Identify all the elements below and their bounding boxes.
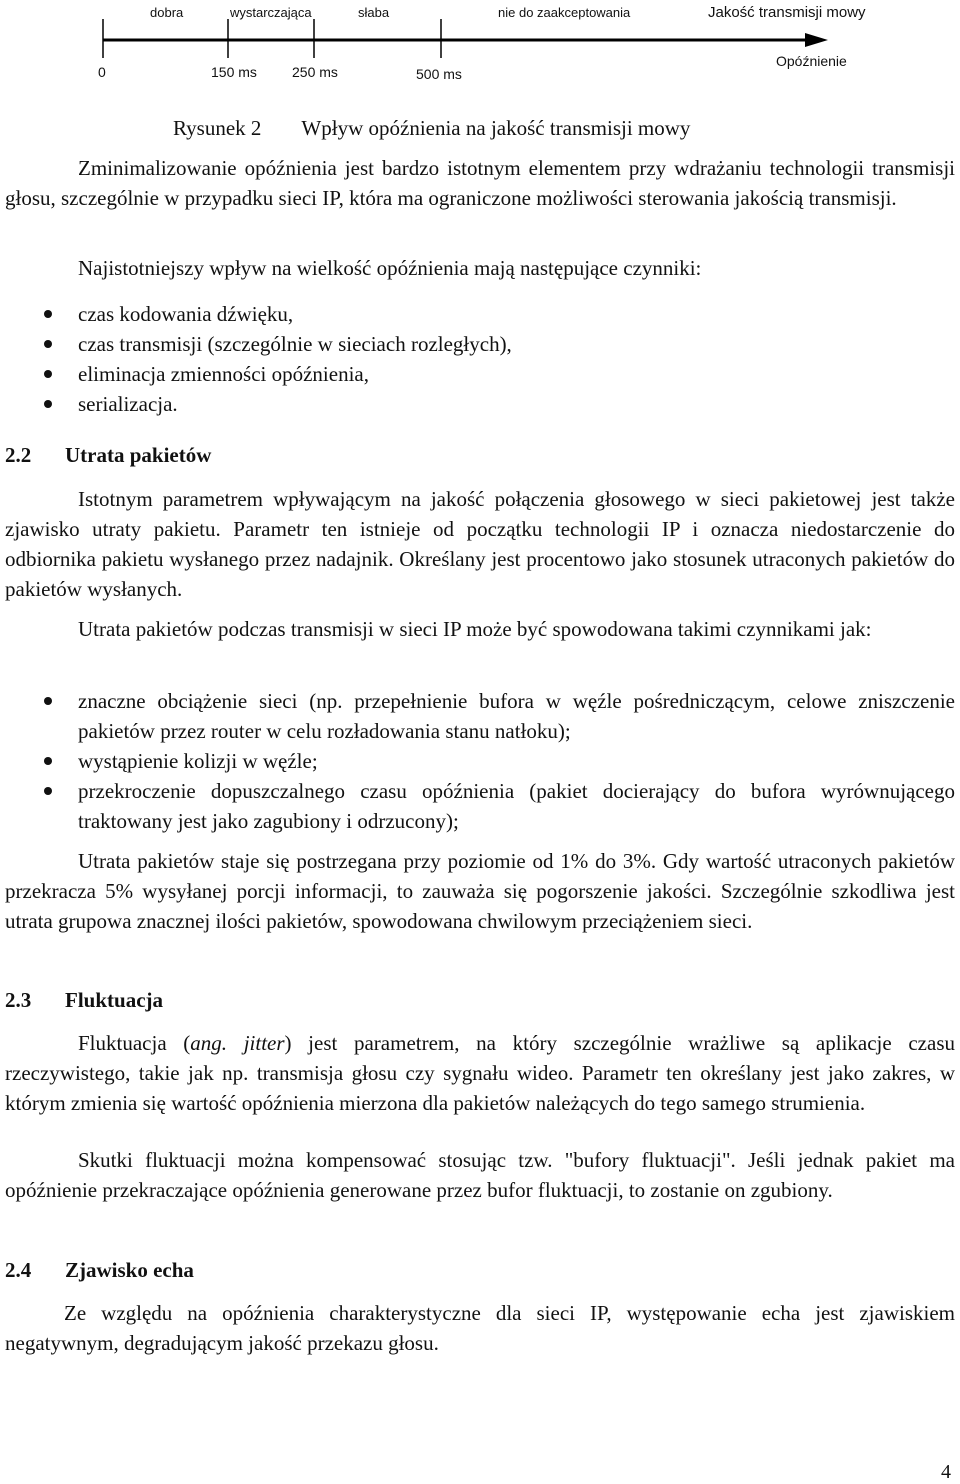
tick-label-150: 150 ms: [211, 64, 257, 80]
list-item: eliminacja zmienności opóźnienia,: [0, 359, 955, 389]
section-number: 2.2: [5, 443, 32, 467]
paragraph-delay-factors: Najistotniejszy wpływ na wielkość opóźnienia mają następujące czynniki:: [78, 256, 702, 280]
list-item: czas kodowania dźwięku,: [0, 299, 955, 329]
section-title: Zjawisko echa: [65, 1258, 194, 1282]
bullet-icon: [44, 757, 52, 765]
section-title: Fluktuacja: [65, 988, 164, 1012]
quality-label-unacceptable: nie do zaakceptowania: [498, 5, 631, 20]
figure-caption: [173, 116, 690, 141]
list-item: serializacja.: [0, 389, 955, 419]
caption-label: Rysunek 2: [173, 116, 262, 140]
section-number: 2.4: [5, 1258, 32, 1282]
list-item: przekroczenie dopuszczalnego czasu opóźnienia (pakiet docierający do bufora wyrównującego traktowany jest jako zagubiony i odrzucony);: [0, 776, 955, 836]
section-heading-2-4: [5, 1258, 194, 1283]
list-item: wystąpienie kolizji w węźle;: [0, 746, 955, 776]
tick-label-500: 500 ms: [416, 66, 462, 82]
bullet-icon: [44, 400, 52, 408]
paragraph-jitter: Fluktuacja (ang. jitter) jest parametrem, na który szczególnie wrażliwe są aplikacje czasu rzeczywistego, takie jak np. transmisja głosu czy sygnału wideo. Parametr ten określany jest jako zakres, w którym zmienia się wartość opóźnienia mierzona dla pakietów należących do tego samego strumienia.: [5, 1031, 955, 1115]
bullet-icon: [44, 370, 52, 378]
axis-arrow: [805, 33, 828, 47]
delay-quality-figure: [0, 0, 960, 90]
list-item: czas transmisji (szczególnie w sieciach rozległych),: [0, 329, 955, 359]
bullet-icon: [44, 310, 52, 318]
paragraph-loss-causes: Utrata pakietów podczas transmisji w sieci IP może być spowodowana takimi czynnikami jak:: [78, 617, 872, 641]
quality-label-good: dobra: [150, 5, 184, 20]
bullet-icon: [44, 787, 52, 795]
paragraph-packet-loss: Istotnym parametrem wpływającym na jakość połączenia głosowego w sieci pakietowej jest także zjawisko utraty pakietu. Parametr ten istnieje od początku technologii IP i oznacza niedostarczenie do odbiornika pakietu wysłanego przez nadajnik. Określany jest procentowo jako stosunek utraconych pakietów do pakietów wysłanych.: [5, 487, 955, 601]
paragraph-echo: Ze względu na opóźnienia charakterystyczne dla sieci IP, występowanie echa jest zjawiskiem negatywnym, degradującym jakość przekazu głosu.: [5, 1301, 955, 1355]
paragraph-delay-intro: Zminimalizowanie opóźnienia jest bardzo istotnym elementem przy wdrażaniu technologii transmisji głosu, szczególnie w przypadku sieci IP, która ma ograniczone możliwości sterowania jakością transmisji.: [5, 156, 955, 210]
section-title: Utrata pakietów: [65, 443, 212, 467]
loss-causes-list: [0, 686, 955, 836]
axis-label: Opóźnienie: [776, 53, 847, 69]
caption-text: Wpływ opóźnienia na jakość transmisji mowy: [301, 116, 691, 140]
figure-title: Jakość transmisji mowy: [708, 4, 866, 21]
quality-label-weak: słaba: [358, 5, 390, 20]
paragraph-jitter-buffers: Skutki fluktuacji można kompensować stosując tzw. "bufory fluktuacji". Jeśli jednak pakiet ma opóźnienie przekraczające opóźnienia generowane przez bufor fluktuacji, to zostanie on zgubiony.: [5, 1148, 955, 1202]
quality-label-sufficient: wystarczająca: [230, 5, 312, 20]
page-number: 4: [941, 1461, 951, 1483]
paragraph-loss-threshold: Utrata pakietów staje się postrzegana przy poziomie od 1% do 3%. Gdy wartość utraconych pakietów przekracza 5% wysyłanej porcji informacji, to zauważa się pogorszenie jakości. Szczególnie szkodliwa jest utrata grupowa znacznej ilości pakietów, spowodowana chwilowym przeciążeniem sieci.: [5, 849, 955, 933]
list-item: znaczne obciążenie sieci (np. przepełnienie bufora w węźle pośredniczącym, celowe zniszczenie pakietów przez router w celu rozładowania stanu natłoku);: [0, 686, 955, 746]
jitter-term: ang. jitter: [190, 1031, 285, 1055]
delay-factors-list: [0, 299, 955, 419]
tick-label-0: 0: [98, 64, 106, 80]
section-heading-2-2: [5, 443, 211, 468]
bullet-icon: [44, 340, 52, 348]
section-number: 2.3: [5, 988, 32, 1012]
bullet-icon: [44, 697, 52, 705]
section-heading-2-3: [5, 988, 163, 1013]
tick-label-250: 250 ms: [292, 64, 338, 80]
delay-axis: [0, 0, 960, 90]
